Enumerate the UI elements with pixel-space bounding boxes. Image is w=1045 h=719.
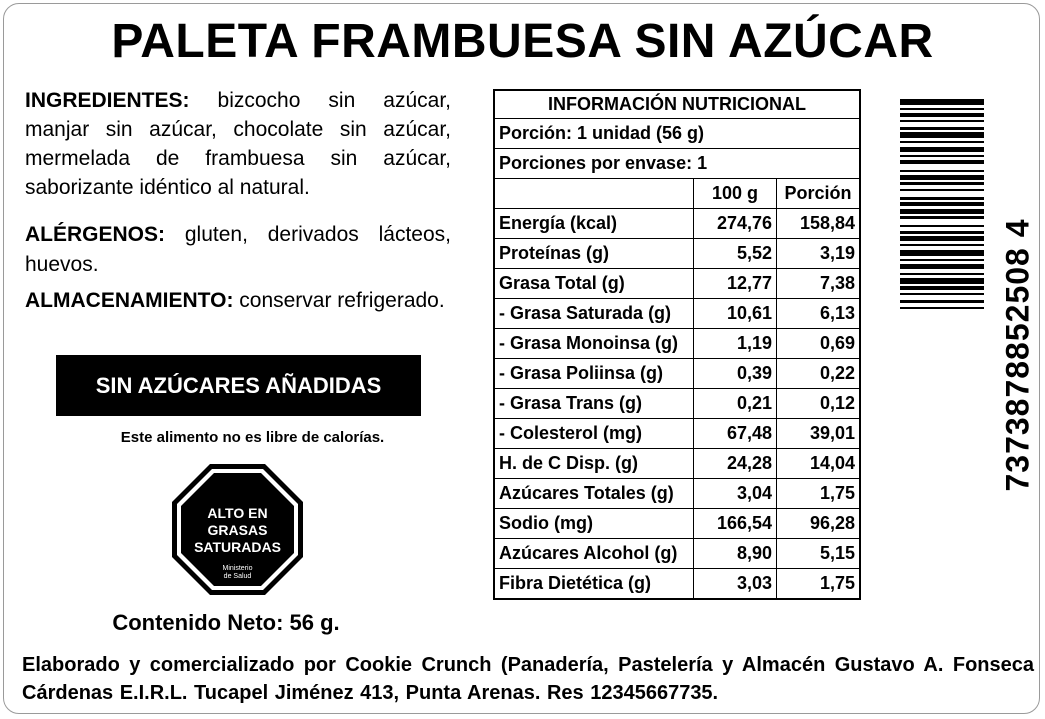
barcode-bar [900,141,984,143]
barcode-bar [900,300,984,303]
barcode-bar [900,160,984,164]
barcode-bar [900,147,984,152]
nutrition-row [494,539,860,569]
barcode-bar [900,155,984,157]
nutrient-name: - Grasa Trans (g) [494,389,694,419]
nutrition-table [493,89,861,600]
seal-ministry-2: de Salud [223,573,252,580]
nutrient-name: Azúcares Totales (g) [494,479,694,509]
value-per-portion: 1,75 [777,569,861,600]
value-per-portion: 0,69 [777,329,861,359]
barcode-bar [900,278,984,284]
no-sugar-badge: SIN AZÚCARES AÑADIDAS [56,355,421,416]
barcode-bar [900,225,984,227]
barcode-bar [900,244,984,246]
nutrition-row [494,329,860,359]
barcode-bar [900,99,984,105]
nutrition-row [494,389,860,419]
value-per-100g: 8,90 [694,539,777,569]
nutrient-name: Proteínas (g) [494,239,694,269]
nutrition-row [494,449,860,479]
barcode-bar [900,250,984,256]
servings-per-package: Porciones por envase: 1 [494,149,860,179]
value-per-portion: 14,04 [777,449,861,479]
seal-line-2: GRASAS [207,522,268,538]
allergens-text [25,220,451,280]
barcode-bar [900,189,984,191]
nutrient-name: - Grasa Saturada (g) [494,299,694,329]
barcode-bar [900,286,984,290]
barcode-bar [900,236,984,241]
barcode-bar [900,108,984,110]
value-per-100g: 166,54 [694,509,777,539]
value-per-100g: 3,04 [694,479,777,509]
nutrient-name: Azúcares Alcohol (g) [494,539,694,569]
seal-line-3: SATURADAS [194,539,281,555]
ingredients-text [25,86,451,202]
barcode-icon [900,99,984,609]
nutrition-row [494,479,860,509]
barcode-bar [900,259,984,261]
value-per-100g: 3,03 [694,569,777,600]
value-per-portion: 6,13 [777,299,861,329]
net-content: Contenido Neto: 56 g. [112,610,340,635]
nutrition-header: INFORMACIÓN NUTRICIONAL [494,90,860,119]
value-per-portion: 96,28 [777,509,861,539]
barcode-bar [900,264,984,269]
nutrition-row [494,569,860,600]
barcode-bar [900,216,984,219]
storage-instructions: conservar refrigerado. [233,289,445,312]
storage-label: ALMACENAMIENTO: [25,289,234,312]
value-per-100g: 12,77 [694,269,777,299]
portion-size: Porción: 1 unidad (56 g) [494,119,860,149]
barcode-bar [900,307,984,309]
value-per-portion: 0,22 [777,359,861,389]
column-header-100g: 100 g [694,179,777,209]
nutrient-name: Fibra Dietética (g) [494,569,694,600]
barcode-bar [900,120,984,122]
value-per-100g: 0,21 [694,389,777,419]
barcode-number: 7373878852508 4 [999,218,1036,492]
value-per-portion: 7,38 [777,269,861,299]
barcode-bar [900,132,984,138]
value-per-100g: 0,39 [694,359,777,389]
barcode-bar [900,202,984,206]
barcode-bar [900,182,984,185]
value-per-100g: 67,48 [694,419,777,449]
value-per-portion: 158,84 [777,209,861,239]
nutrient-name: Energía (kcal) [494,209,694,239]
nutrition-row [494,419,860,449]
nutrient-name: Grasa Total (g) [494,269,694,299]
value-per-100g: 1,19 [694,329,777,359]
value-per-portion: 5,15 [777,539,861,569]
value-per-portion: 0,12 [777,389,861,419]
value-per-100g: 5,52 [694,239,777,269]
calorie-note: Este alimento no es libre de calorías. [120,429,385,446]
nutrition-row [494,359,860,389]
nutrition-row [494,269,860,299]
value-per-100g: 10,61 [694,299,777,329]
value-per-portion: 3,19 [777,239,861,269]
manufacturer-info: Elaborado y comercializado por Cookie Crunch (Panadería, Pastelería y Almacén Gustavo A. Fonseca Cárdenas E.I.R.L. Tucapel Jiménez 413, Punta Arenas. Res 12345667735. [22,654,1034,704]
nutrient-name: - Grasa Monoinsa (g) [494,329,694,359]
storage-text [25,286,451,315]
nutrition-row [494,209,860,239]
nutrient-name: - Grasa Poliinsa (g) [494,359,694,389]
nutrition-row [494,239,860,269]
value-per-portion: 39,01 [777,419,861,449]
barcode-bar [900,113,984,117]
nutrient-name: - Colesterol (mg) [494,419,694,449]
value-per-portion: 1,75 [777,479,861,509]
barcode-bar [900,273,984,275]
seal-ministry-1: Ministerio [222,565,253,572]
product-title: PALETA FRAMBUESA SIN AZÚCAR [111,15,934,68]
seal-line-1: ALTO EN [207,505,268,521]
column-header-nutrient [494,179,694,209]
barcode-bar [900,293,984,295]
barcode-bar [900,209,984,214]
barcode-bar [900,231,984,234]
barcode-bar [900,170,984,172]
nutrient-name: H. de C Disp. (g) [494,449,694,479]
barcode-bar [900,175,984,180]
nutrition-row [494,509,860,539]
ingredients-list: bizcocho sin azúcar, manjar sin azúcar, chocolate sin azúcar, mermelada de frambuesa sin azúcar, saborizante idéntico al natural. [25,89,451,199]
value-per-100g: 24,28 [694,449,777,479]
nutrition-row [494,299,860,329]
nutrient-name: Sodio (mg) [494,509,694,539]
barcode-bar [900,197,984,200]
value-per-100g: 274,76 [694,209,777,239]
ingredients-label: INGREDIENTES: [25,89,190,112]
allergens-label: ALÉRGENOS: [25,223,166,246]
warning-seal-octagon-icon [171,463,304,596]
column-header-portion: Porción [777,179,861,209]
allergens-list: gluten, derivados lácteos, huevos. [25,223,451,276]
barcode-bar [900,127,984,130]
